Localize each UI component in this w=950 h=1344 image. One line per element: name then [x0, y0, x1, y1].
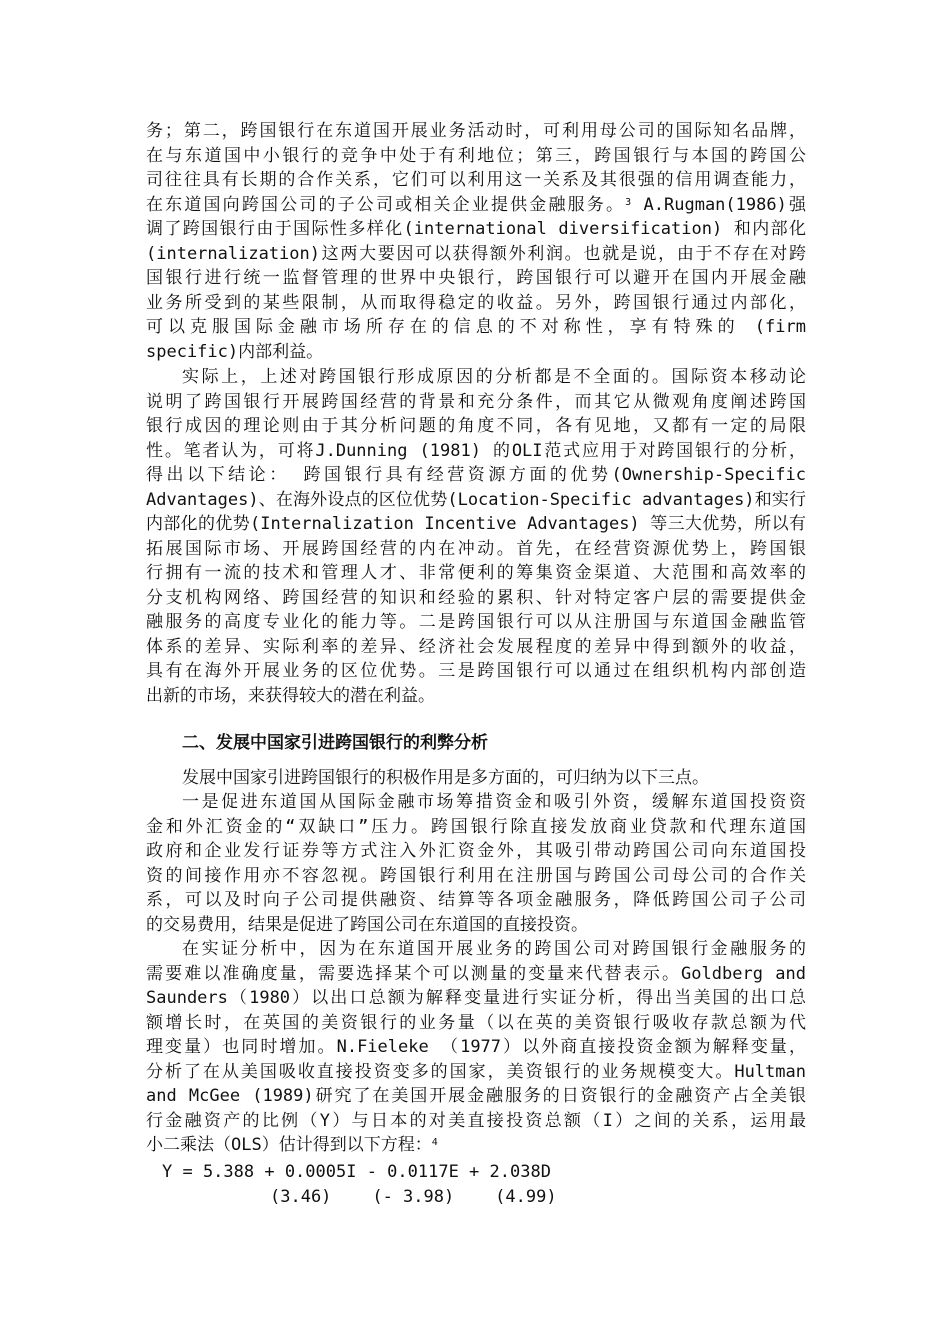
paragraph-5	[146, 937, 806, 1158]
section-heading: 二、发展中国家引进跨国银行的利弊分析	[182, 733, 488, 753]
text-line	[146, 193, 806, 218]
text-line: 银行成因的理论则由于其分析问题的角度不同，各有见地，又都有一定的局限	[146, 416, 806, 436]
text-line: 说明了跨国银行开展跨国经营的背景和充分条件，而其它从微观角度阐述跨国	[146, 391, 806, 412]
text-line: 融服务的高度专业化的能力等。二是跨国银行可以从注册国与东道国金融监管	[146, 612, 806, 632]
text-line: 实际上，上述对跨国银行形成原因的分析都是不全面的。国际资本移动论	[182, 367, 806, 387]
text-line: 一是促进东道国从国际金融市场筹措资金和吸引外资，缓解东道国投资资	[182, 792, 806, 812]
t-statistics: (3.46) (- 3.98) (4.99)	[270, 1187, 557, 1207]
text-line: 分析了在从美国吸收直接投资变多的国家，美资银行的业务规模变大。Hultman	[146, 1061, 806, 1082]
text-line: 在实证分析中，因为在东道国开展业务的跨国公司对跨国银行金融服务的	[182, 939, 806, 959]
text-line: 需要难以准确度量，需要选择某个可以测量的变量来代替表示。Goldberg and	[146, 963, 806, 984]
text-line: 系，可以及时向子公司提供融资、结算等各项金融服务，降低跨国公司子公司	[146, 890, 806, 910]
footnote-ref: 3	[625, 196, 632, 208]
text-line: 内部化的优势(Internalization Incentive Advantages) 等三大优势，所以有	[146, 514, 806, 534]
text-line: 国银行进行统一监督管理的世界中央银行，跨国银行可以避开在国内开展金融	[146, 268, 806, 288]
text-line: 可以克服国际金融市场所存在的信息的不对称性，享有特殊的 (firm	[146, 317, 806, 337]
text-line: 行金融资产的比例（Y）与日本的对美直接投资总额（I）之间的关系，运用最	[146, 1110, 806, 1131]
text-line-end: A.Rugman(1986)强	[631, 194, 806, 215]
text-line: 业务所受到的某些限制，从而取得稳定的收益。另外，跨国银行通过内部化，	[146, 292, 806, 313]
text-line: Advantages)、在海外设点的区位优势(Location-Specific advantages)和实行	[146, 489, 806, 510]
text-line: 调了跨国银行由于国际性多样化(international diversification) 和内部化	[146, 219, 806, 239]
text-line: 在与东道国中小银行的竞争中处于有利地位；第三，跨国银行与本国的跨国公	[146, 145, 806, 166]
text-line: 的交易费用，结果是促进了跨国公司在东道国的直接投资。	[146, 914, 588, 935]
text-line: (internalization)这两大要因可以获得额外利润。也就是说，由于不存在对跨	[146, 243, 806, 264]
text-line: 得出以下结论： 跨国银行具有经营资源方面的优势(Ownership-Specific	[146, 465, 806, 485]
text-line: Saunders（1980）以出口总额为解释变量进行实证分析，得出当美国的出口总	[146, 988, 806, 1008]
text-line: 额增长时，在英国的美资银行的业务量（以在英的美资银行吸收存款总额为代	[146, 1012, 806, 1033]
footnote-ref: 4	[431, 1137, 438, 1148]
text-line: 出新的市场，来获得较大的潜在利益。	[146, 685, 435, 706]
text-line: 行拥有一流的技术和管理人才、非常便利的筹集资金渠道、大范围和高效率的	[146, 563, 806, 583]
text-line: 理变量）也同时增加。N.Fieleke （1977）以外商直接投资金额为解释变量，	[146, 1037, 806, 1057]
text-line: 政府和企业发行证券等方式注入外汇资金外，其吸引带动跨国公司向东道国投	[146, 841, 806, 861]
text-line: 体系的差异、实际利率的差异、经济社会发展程度的差异中得到额外的收益，	[146, 636, 806, 657]
text-line: 金和外汇资金的“双缺口”压力。跨国银行除直接发放商业贷款和代理东道国	[146, 816, 806, 837]
text-line: 分支机构网络、跨国经营的知识和经验的累积、针对特定客户层的需要提供金	[146, 587, 806, 608]
paragraph-3	[146, 766, 806, 791]
paragraph-1	[146, 119, 806, 364]
paragraph-4	[146, 790, 806, 937]
text-line: 资的间接作用亦不容忽视。跨国银行利用在注册国与跨国公司母公司的合作关	[146, 865, 806, 886]
text-line: specific)内部利益。	[146, 341, 324, 362]
text-line: 具有在海外开展业务的区位优势。三是跨国银行可以通过在组织机构内部创造	[146, 661, 806, 681]
text-line-content: 小二乘法（OLS）估计得到以下方程：	[146, 1135, 432, 1155]
text-line: 性。笔者认为，可将J.Dunning (1981) 的OLI范式应用于对跨国银行的分析，	[146, 440, 806, 461]
text-line	[146, 1133, 806, 1158]
text-line: 发展中国家引进跨国银行的积极作用是多方面的，可归纳为以下三点。	[182, 768, 709, 788]
regression-equation: Y = 5.388 + 0.0005I - 0.0117E + 2.038D	[162, 1162, 551, 1182]
text-line: 司往往具有长期的合作关系，它们可以利用这一关系及其很强的信用调查能力，	[146, 170, 806, 190]
text-line: and McGee (1989)研究了在美国开展金融服务的日资银行的金融资产占全美银	[146, 1086, 806, 1106]
text-line: 务；第二，跨国银行在东道国开展业务活动时，可利用母公司的国际知名品牌，	[146, 121, 806, 141]
text-line-start: 在东道国向跨国公司的子公司或相关企业提供金融服务。	[146, 194, 626, 215]
text-line: 拓展国际市场、开展跨国经营的内在冲动。首先，在经营资源优势上，跨国银	[146, 538, 806, 559]
paragraph-2	[146, 365, 806, 708]
